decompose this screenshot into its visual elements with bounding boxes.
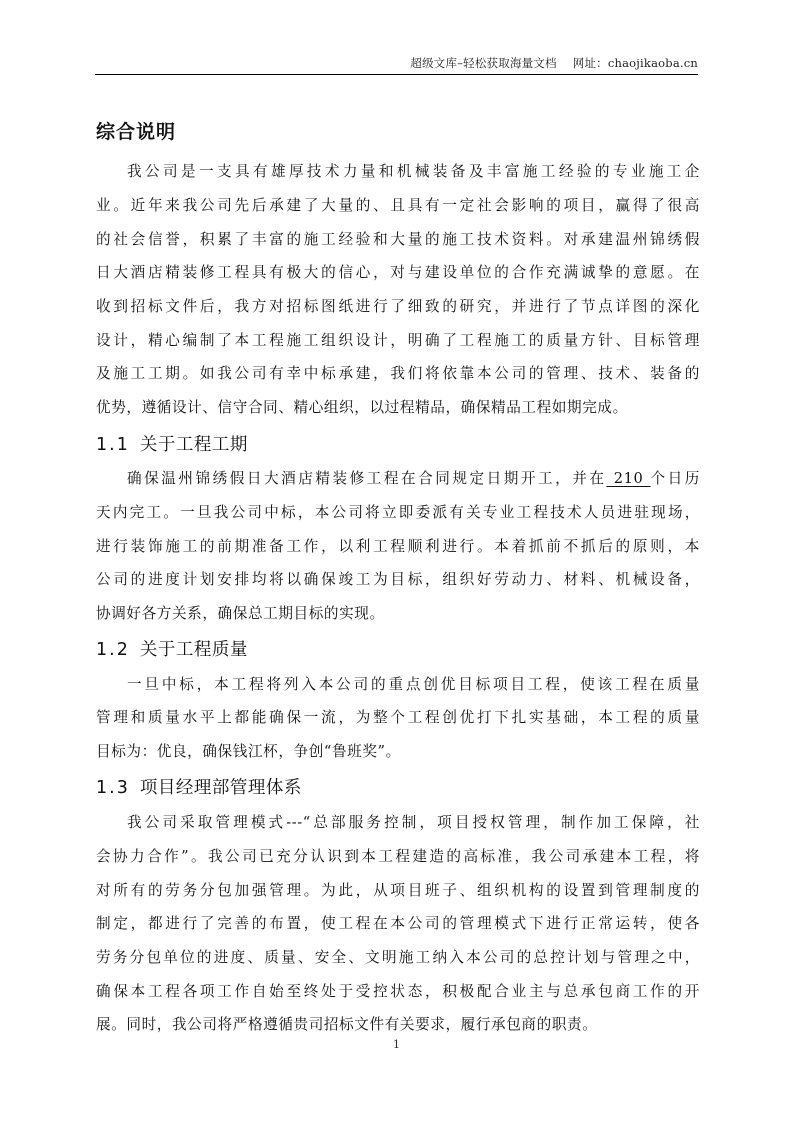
section-number: 1.3 — [96, 778, 130, 798]
header-url: chaojikaoba.cn — [607, 56, 698, 70]
section-line: 进行装饰施工的前期准备工作，以利工程顺利进行。本着抓前不抓后的原则，本 — [96, 538, 700, 555]
page-header — [95, 52, 698, 75]
section-line: 协调好各方关系，确保总工期目标的实现。 — [96, 605, 385, 622]
section-line: 确保本工程各项工作自始至终处于受控状态，积极配合业主与总承包商工作的开 — [96, 983, 700, 1000]
header-url-label: 网址： — [572, 56, 608, 70]
text-run: 个日历 — [650, 470, 700, 487]
intro-line: 日大酒店精装修工程具有极大的信心，对与建设单位的合作充满诚挚的意愿。在 — [96, 264, 700, 281]
section-title: 项目经理部管理体系 — [139, 778, 302, 798]
section-heading-1-2 — [96, 636, 248, 661]
duration-days: 210 — [606, 470, 651, 487]
section-number: 1.1 — [96, 435, 130, 455]
header-text — [410, 55, 698, 71]
section-line: 公司的进度计划安排均将以确保竣工为目标，组织好劳动力、材料、机械设备， — [96, 571, 700, 588]
section-title: 关于工程工期 — [139, 435, 248, 455]
intro-line: 收到招标文件后，我方对招标图纸进行了细致的研究，并进行了节点详图的深化 — [96, 298, 700, 315]
section-line: 管理和质量水平上都能确保一流，为整个工程创优打下扎实基础，本工程的质量 — [96, 709, 700, 726]
section-heading-1-1 — [96, 431, 248, 456]
section-line: 我公司采取管理模式---“总部服务控制，项目授权管理，制作加工保障，社 — [127, 814, 700, 831]
text-run: 确保温州锦绣假日大酒店精装修工程在合同规定日期开工，并在 — [127, 470, 607, 487]
intro-line: 设计，精心编制了本工程施工组织设计，明确了工程施工的质量方针、目标管理 — [96, 332, 700, 349]
section-line — [127, 467, 700, 488]
intro-line: 的社会信誉，积累了丰富的施工经验和大量的施工技术资料。对承建温州锦绣假 — [96, 231, 700, 248]
section-line: 目标为：优良，确保钱江杯，争创“鲁班奖”。 — [96, 743, 401, 760]
section-line: 一旦中标，本工程将列入本公司的重点创优目标项目工程，使该工程在质量 — [127, 676, 700, 693]
section-line: 对所有的劳务分包加强管理。为此，从项目班子、组织机构的设置到管理制度的 — [96, 882, 700, 899]
section-heading-1-3 — [96, 774, 302, 799]
header-site-name: 超级文库–轻松获取海量文档 — [410, 56, 557, 70]
section-line: 会协力合作”。我公司已充分认识到本工程建造的高标准，我公司承建本工程，将 — [96, 848, 700, 865]
section-line: 天内完工。一旦我公司中标，本公司将立即委派有关专业工程技术人员进驻现场， — [96, 504, 700, 521]
intro-line: 我公司是一支具有雄厚技术力量和机械装备及丰富施工经验的专业施工企 — [127, 163, 700, 180]
intro-line: 优势，遵循设计、信守合同、精心组织，以过程精品，确保精品工程如期完成。 — [96, 399, 628, 416]
document-title: 综合说明 — [96, 121, 177, 143]
section-title: 关于工程质量 — [139, 640, 248, 660]
section-line: 展。同时，我公司将严格遵循贵司招标文件有关要求，履行承包商的职责。 — [96, 1016, 598, 1033]
intro-line: 及施工工期。如我公司有幸中标承建，我们将依靠本公司的管理、技术、装备的 — [96, 365, 700, 382]
section-line: 制定，都进行了完善的布置，使工程在本公司的管理模式下进行正常运转，使各 — [96, 915, 700, 932]
section-number: 1.2 — [96, 640, 130, 660]
intro-line: 业。近年来我公司先后承建了大量的、且具有一定社会影响的项目，赢得了很高 — [96, 197, 700, 214]
page-number: 1 — [393, 1038, 400, 1051]
section-line: 劳务分包单位的进度、质量、安全、文明施工纳入本公司的总控计划与管理之中， — [96, 949, 700, 966]
